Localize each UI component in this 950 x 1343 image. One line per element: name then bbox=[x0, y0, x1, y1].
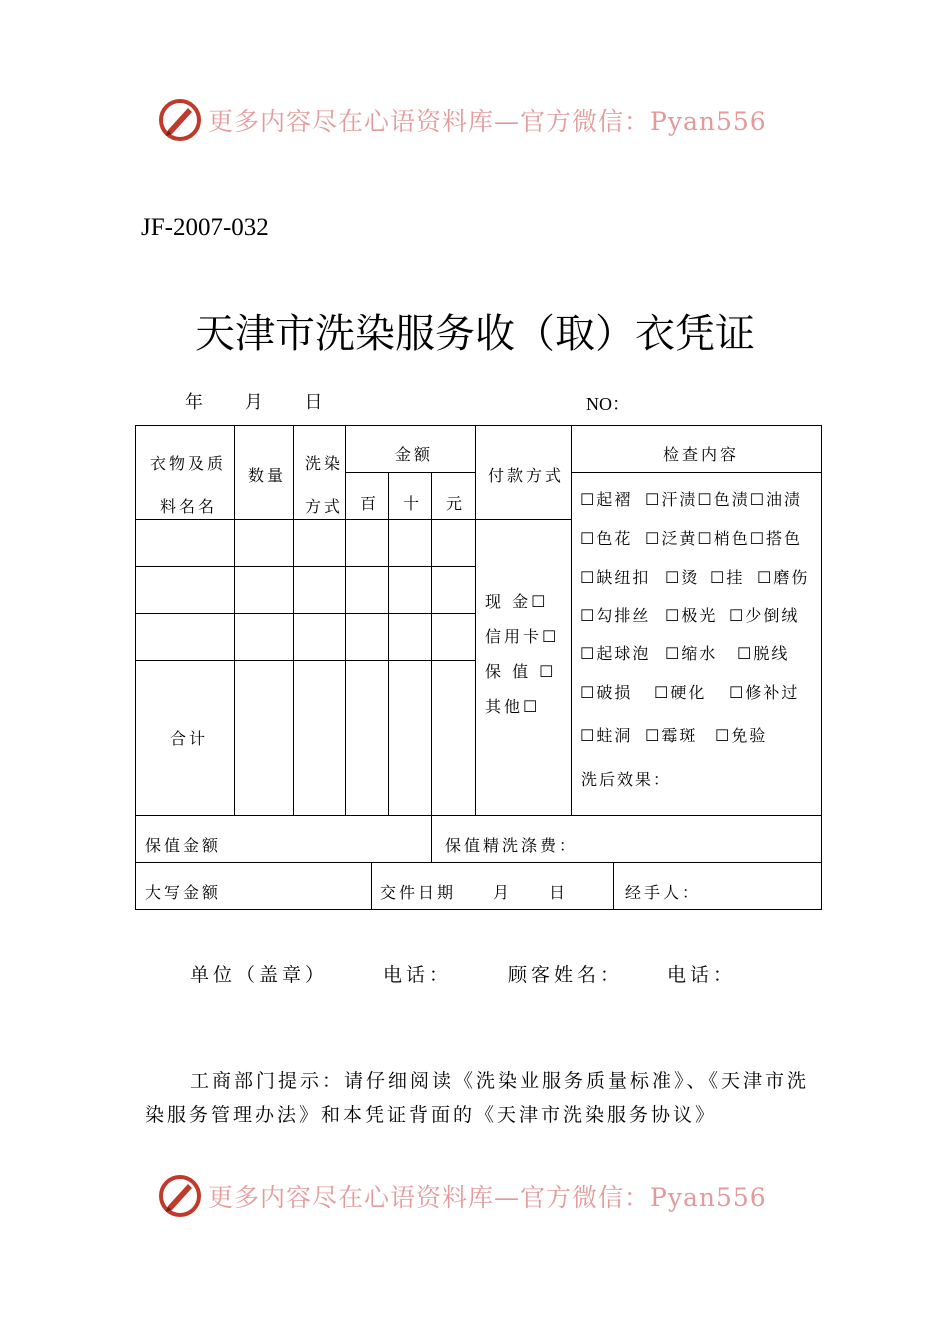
check-scorch[interactable]: ☐烫 bbox=[665, 568, 700, 587]
check-color-row2[interactable]: ☐泛黄☐梢色☐搭色 bbox=[645, 529, 803, 548]
wash-result-label: 洗后效果： bbox=[581, 770, 672, 789]
check-loose-seam[interactable]: ☐脱线 bbox=[737, 644, 790, 663]
date-line bbox=[185, 388, 358, 414]
customer-phone-label: 电话： bbox=[667, 964, 737, 986]
pen-logo-icon bbox=[158, 1174, 202, 1218]
header-amount: 金额 bbox=[395, 445, 434, 464]
check-no-inspection[interactable]: ☐免验 bbox=[715, 726, 768, 745]
check-mildew[interactable]: ☐霉斑 bbox=[645, 726, 698, 745]
receipt-number-label: NO： bbox=[586, 394, 630, 414]
header-wash-line2: 方式 bbox=[305, 497, 344, 516]
check-pile-loss[interactable]: ☐少倒绒 bbox=[729, 606, 800, 625]
watermark-text: 更多内容尽在心语资料库—官方微信：Pyan556 bbox=[208, 107, 767, 136]
total-label: 合计 bbox=[170, 729, 209, 748]
check-abrasion[interactable]: ☐磨伤 bbox=[757, 568, 810, 587]
amount-in-words-label: 大写金额 bbox=[145, 883, 222, 902]
regulatory-notice: 工商部门提示：请仔细阅读《洗染业服务质量标准》、《天津市洗 染服务管理办法》和本凭证背面的《天津市洗染服务协议》 bbox=[145, 1070, 810, 1126]
customer-name-label: 顾客姓名： bbox=[508, 964, 624, 986]
watermark-banner-top bbox=[158, 96, 798, 144]
check-hardened[interactable]: ☐硬化 bbox=[654, 683, 707, 702]
header-inspection: 检查内容 bbox=[663, 445, 740, 464]
check-pulled-thread[interactable]: ☐勾排丝 bbox=[580, 606, 651, 625]
header-item-line1: 衣物及质 bbox=[150, 454, 227, 473]
header-amount-hundred: 百 bbox=[360, 494, 380, 513]
payment-credit-card[interactable]: 信用卡☐ bbox=[485, 627, 560, 646]
check-stains-row1[interactable]: ☐汗渍☐色渍☐油渍 bbox=[645, 490, 803, 509]
header-amount-yuan: 元 bbox=[446, 494, 466, 513]
delivery-date-label: 交件日期 bbox=[380, 883, 457, 902]
check-damage[interactable]: ☐破损 bbox=[580, 683, 633, 702]
date-month: 月 bbox=[244, 392, 263, 413]
pen-logo-icon bbox=[158, 98, 202, 142]
delivery-day: 日 bbox=[549, 883, 569, 902]
date-year: 年 bbox=[185, 392, 203, 413]
handler-label: 经手人： bbox=[625, 883, 702, 902]
check-color-bloom[interactable]: ☐色花 bbox=[580, 529, 633, 548]
document-code: JF-2007-032 bbox=[141, 214, 269, 241]
header-quantity: 数量 bbox=[248, 466, 287, 485]
check-moth-hole[interactable]: ☐蛀洞 bbox=[580, 726, 633, 745]
check-snag[interactable]: ☐挂 bbox=[710, 568, 745, 587]
unit-seal-label: 单位（盖章） bbox=[190, 964, 329, 986]
header-amount-ten: 十 bbox=[403, 494, 423, 513]
check-wrinkle[interactable]: ☐起褶 bbox=[580, 490, 633, 509]
header-item-line2: 料名名 bbox=[160, 497, 218, 516]
page-title: 天津市洗染服务收（取）衣凭证 bbox=[195, 311, 755, 357]
date-day: 日 bbox=[304, 392, 323, 413]
payment-other[interactable]: 其他☐ bbox=[485, 697, 541, 716]
check-shrink[interactable]: ☐缩水 bbox=[665, 644, 718, 663]
check-repaired[interactable]: ☐修补过 bbox=[729, 683, 800, 702]
delivery-month: 月 bbox=[493, 883, 513, 902]
header-wash-line1: 洗染 bbox=[305, 454, 344, 473]
check-shine[interactable]: ☐极光 bbox=[665, 606, 718, 625]
insured-amount-label: 保值金额 bbox=[145, 836, 222, 855]
check-missing-button[interactable]: ☐缺纽扣 bbox=[580, 568, 651, 587]
unit-phone-label: 电话： bbox=[383, 964, 453, 986]
payment-cash[interactable]: 现 金☐ bbox=[485, 592, 549, 611]
watermark-text: 更多内容尽在心语资料库—官方微信：Pyan556 bbox=[208, 1183, 767, 1212]
check-pilling[interactable]: ☐起球泡 bbox=[580, 644, 651, 663]
insured-fee-label: 保值精洗涤费： bbox=[445, 836, 579, 855]
watermark-banner-bottom bbox=[158, 1172, 798, 1220]
payment-insured[interactable]: 保 值 ☐ bbox=[485, 662, 557, 681]
header-payment: 付款方式 bbox=[488, 466, 565, 485]
